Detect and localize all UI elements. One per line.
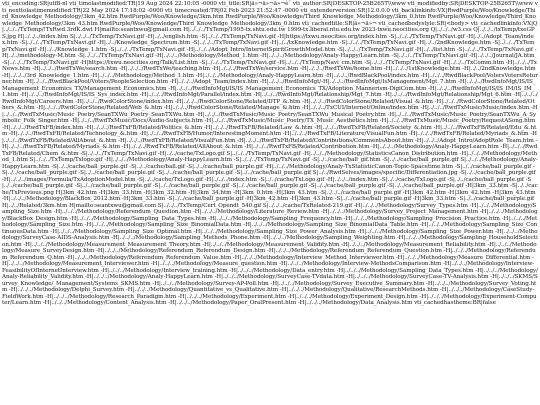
document-text: vti_encoding:SR|utf8-nl vti_timelastmodified:TR|19 Aug 2024 22:10:05 -0000 vti_title:SR|ä»¬ä»¬ä»¬èˆ vti_author:SR|DESKTOP-25B265T\\www vti_modifiedby:SR|DESKTOP-25B265T\\www vti_nexttolastimemodified:TR|22 May 2024 17:18:02 -0000 vti_timecreated:TR|02 Feb 2023 21:52:47 -0000 vti_extenderversion:SR|12.0.0.0 vti_backlinkinfo:VX|RwdPurple/Woo/Knowledge/Third_Knowledge_Methodology/3km_42.htm RwdPurple/Woo/Knowledge/3km.htm RwdPurple/Woo/Knowledge/Third_Knowledge_Methodology/3km_0.htm RwdPurple/Woo/Knowledge/Third_Knowledge_Methodology/3km_43.htm RwdPurple/Woo/Knowledge/Third_Knowledge_Methodology/3km_0.htm vti_cachedtitle:SR|ä»¬ä»¬ vti_cachedbodystyle:SR|<body> vti_cachedlinkinfo:VX|Q|../../../TxTemp/!TxRwd.3rdK.dwt H|mailto:seantxwu@gmail.com H|../../../TxTemp/1995-tx.shtu.edu.tw 1999-tx.liberal.ntu.edu.tw 2023-txwu.neocities.org Q|../../../w3.css Q|../../../txTemp/txeGPS.jpg H|../../../index.htm S|../../../TxTemp/TxNavi.gif -H|../../english.htm -S|../../../TxTemp/TxNavi.gif -H|https://txwu.neocities.org/index.htm -S|../../../TxTemp/TxNavi.gif -H|../../Adopt_Team/index.htm -S|../../../TxTemp/TxNavi.gif -H|../../Knowledge_Spectrum.htm -S|../../../TxTemp/TxNavi.gif -H|../../txKnowledge.htm -S|../../../TxTemp/TxNavi.gif -H|../../2ndKnowledge.htm -S|../../../TxTemp/TxNavi.gif -H|../../Knowledge_1.htm -S|../../../TxTemp/TxNavi.gif -H|../../../Adopt_Intro/InternetSpiritGrowthModel.htm -S|../../../TxTemp/TxNavi.gif -H|../../list.htm -S|../../../TxTemp/TxNavi.gif -H|../../methodology-M.htm -S|../../../TxTemp/TxNavi.gif -H|../../../Methodology/Method_1.htm -H|../../../Methodology/Analy-Happy/Learn.htm -S|../../../TxTemp/TxNavi.gif -H|../../../Journal/JA.htm -S|../../../TxTemp/TxNavi.gif -H|https://txwu.neocities.org/Talk/List.htm -S|../../../TxTemp/TxNavi.gif -H|../../../TxTemp/Navi_cm.htm -S|../../../TxTemp/TxNavi.gif -H|../../../TxComm.htm -H|../../../TxNews.htm -H|../../../RwdTxWe/search.htm -H|../../../RwdTxWe/teaching.htm -H|../../../RwdTxWe/service.htm -H|../../../RwdTxWe/home.htm -H|../../../1stKnowledge.htm -H|../../2ndKnowledge.htm -H|../../../3rd_Knowledge_1.htm -H|../../../Methodology/Method_1.htm -H|../../../Methodology/Analy-HappyLearn.htm -H|../../../RwdBlackPool/index.htm -H|../../../RwdBlackPool/VotersVotersReturner.htm -H|../../../RwdBlackPool/Voters/PeopleSelection.htm -H|../../../Adopt_Team/index.htm -H|../../../RwdInfoMgt/-H|../../../RwdInfoMgt/IsManagement/Mgt_7.htm -H|../../../RwdInfoMgt/IS/IS_Management_Economics_TX/Management_Economics.htm -H|../../../RwdInfoMgt/IS/IS_Management_Economics_TX/Adoption_Mannerism-DigiCom.htm -H|../../../RwdInfoMgt/IS/IS_IM/IS_IM_1.htm -H|../../../RwdInfoMgt/IS/IS_Sys_index.htm -H|../../../RwdInfoMgt/Parallel/index.htm -H|../../../RwdInfoMgt/Relationship/Mgt_7.htm -H|../../../RwdInfoMgt/Relationship/Mgt_6.htm -H|../../../RwdInfoMgt/Careers.htm -H|../../../RwdColorStone/index.htm -H|../../../RwdColorStone/Related/DTP_&.htm -H|../../../RwdColorStone/Related/Visual_&.htm -H|../../../RwdColorStone/Related/Others_&.htm -H|../../../RwdColorStone/Related/Web_&.htm -H|../../../RwdColorStone/Related/Manage_&.htm -H|../../../TxCUI/Internet/Online/index.htm -H|../../../RwdTxMusic/Music/index.htm -H|../../../RwdTxMusic/Music_Poetry/SeanTXWu_Poetry_SeanTXWu.htm -H|../../../RwdTxMusic/Music_Poetry/SeanTXWu_Musical_Poetry.htm -H|../../../RwdTxMusic/Music_Poetry/SeanTXWu_A_Symbolic_Folk_Singer.htm -H|../../../RwdTxMusic/Docs/Audio-Subjects.htm -H|../../../RwdTxMusic/Music_Poetry/TX_Music_Aesthetics.htm -H|../../../RwdTxMusic/Music_Poetry/RequestASong.htm -H|../../../RwdTxFB/index.htm -H|../../../RwdTxFB/Related/Politics_&.htm -H|../../../RwdTxFB/Related/Law_&.htm -H|../../../RwdTxFB/Related/Society_&.htm -H|../../../RwdTxFB/Related/Edu_&.htm -H|../../../RwdTxFB/Related/Technology_&.htm -H|../../../RwdTxFB/Humor/InterestingMoment.htm -H|../../../RwdTxFB/Literature/VisualFun.htm -H|../../../RwdTxFB/Related/Myriads_&.htm -H|../../../RwdTxFB/Related/AllAbout_&.htm -H|../../../RwdTxFB/Related/VisualFun.htm -H|../../../RwdTxFB/Related/Contributions/CommentsAbout.htm -H|../../../Adopt_Intro/AdoptRole_Team.htm -H|../../../RwdTxFB/Related/Myriads_&.htm -H|../../../RwdTxFB/Related/AllAbout_&.htm -H|../../../RwdTxFB/Related/Contribution.htm -H|../../../Methodology/Analy-HappyLearn.htm -H|../../../RwdTxFB/Related/Chem_&.htm -S|../../../TxTemp/TxNavi.gif -H|../../cache/TxLogo.gif S|../../../TxTemp/TxNavi.gif -H|../../../Methodology/StatisticsCanon_Distribution.htm -H|../../../Methodology/Method_1.htm S|../../../TxTemp/Txlogo.gif -H|../../../Methodology/Analy-HappyLearn.htm -S|../../../TxTemp/TxNavi.gif -S|../../cache/ball_gif.htm -S|../../cache/ball_purple.gif S|../../../Methodology/Analy-HappyLearn.htm -S|../../cache/ball_purple.gif -S|../../cache/ball.gif -S|../../cache/ball_purple.gif -H|../../../Methodology/Analy-TxStatisticCanon-Topic-Spacetime.htm -S|../../cache/ball_purple.gif -S|../../cache/ball_purple.gif -S|../../cache/ball_purple.gif -S|../../cache/ball_purple.gif -S|../../cache/ball_purple.gif S|../../RwdSelves/images/specific/Differentiation.jpg -S|../../cache/ball_purple.gif -H|../../../images/Formula/TxAdoptionModel.htm -S|../../cache/TxLogo.gif -H|../../../index.htm -S|../../cache/TxLogo.gif -H|../../../index.htm -S|../../cache/TxLogo.gif -S|../../cache/ball_purple.gif -S|../../cache/ball_purple.gif -S|../../cache/ball_purple.gif -S|../../cache/ball_purple.gif -S|../../cache/ball_purple.gif -S|../../cache/ball_purple.gif -S|../../cache/ball_purple.gif -H|3km_33.htm -S|../../cache/TxPrevious.png H|3km_42.htm -H|3km_33.htm -H|3km_32.htm -H|3km_34.htm -H|3km_0.htm -H|3km_43.htm -S|../../../cache/ball_purple.gif -H|3km_42.htm -H|3km_42.htm -H|3km_43.htm -H|../../../Methodology/BlackBox_2012.htm -H|3km_33.htm -S|../../cache/ball_purple.gif -H|3km_42.htm -H|3km_43.htm -S|../../cache/ball_purple.gif -H|3km_33.htm -S|../../cache/ball_purple.gif H|../../Related/3km.htm H|mailto:seantxwu@gmail.com S|../../../TxTemp/Cert_Opendt_540.gif S|../../../cache/TxRelated-219.gif -H|../../../Methodology/Survey_Types.htm -H|../../../Methodology/Sampling_Size.htm -H|../../../Methodology/Referendum_Question.htm -H|../../../Methodology/Literature_Review.htm -H|../../../Methodology/Survey_Project_Management.htm -H|../../../Methodology/BlackBox_Design.htm -H|../../../Methodology/Sampling_Data_Types.htm -H|../../../Methodology/Sampling_Frequency.htm -H|../../../Methodology/Sampling_Precision_Practice.htm -H|../../../Methodology/Sampling_Size.htm -H|../../../Methodology/Sampling_Size_BinomialData.htm -H|../../../Methodology/Sampling_Size_BinomialData_Table.htm -H|../../../Methodology/Sampling_Size_ContinuousData.htm -H|../../../Methodology/Sampling_Size_Optimal.htm -H|../../../Methodology/Sampling_Size_Power_Analysis.htm -H|../../../Methodology/Sampling_Size_Power.htm -H|../../../Methodology/SurveyCase-AIDS-Analysis.htm -H|../../../Methodology/Sampling_Methods_Phone.htm -H|../../../Methodology/Sampling_Weighting.htm -H|../../../Methodology/Sampling_HouseholdSelection.htm -H|../../../Methodology/Measurement_Measurement_Theory.htm -H|../../../Methodology/Measurement_Validity.htm -H|../../../Methodology/Measurement_Reliability.htm -H|../../../Methodology/Measure_SurveyDesign.htm -H|../../../Methodology/Referendum_Referendum_Design.htm -H|../../../Methodology/Referendum_Referendum_Question.htm -H|../../../Methodology/Referendum_Referendum_Q.htm -H|../../../Methodology/Referendum_Referendum_Value.htm -H|../../../Methodology/Interview_Method_Interviewer.htm -H|../../../Methodology/Measure_Differential.htm -H|../../../Methodology/Measurement_Interviewer.htm -H|../../../Methodology/Measure_question.htm -H|../../../Methodology/Interview-MethodsComparison.htm -H|../../../Methodology/Interview-FeasibilityOfInternetInterview.htm -H|../../../Methodology/Interview_training.htm -H|../../../Methodology/Data_entry.htm -H|../../../Methodology/Sampling_Data_Types.htm -H|../../../Methodology/Analy-Reliability_Validity.htm -H|../../../Methodology/Analy-HappyLearn.htm -H|../../../Methodology/SurveyCase-TVdata.htm -H|../../../Methodology/SurveyCase-TV-Analysis.htm -H|../../../SKMS/Survey_Knowledge/_Management/Systems_SKMS.htm -H|../../../Methodology/Survey-AP-Poll.htm -H|../../../Methodology/Survey_Executive_Summary.htm -H|../../../Methodology/Survey_Voting.htm -H|../../../Methodology/Delphi_Survey.htm -H|../../../Methodology/Quantitative_vs_Qualitative.htm -H|../../../Methodology/Qualitative/ResearchMethods.htm -H|../../../Methodology/CaseStudy-FieldWork.htm -H|../../../Methodology/Research_Paradigm.htm -H|../../../Methodology/Experiment.htm -H|../../../Methodology/Experiment_Design.htm -H|../../../Methodology/Experiment-Computer/Learn.htm -H|../../../Methodology/Content_Analysis.htm -H|../../../Methodology/Paper_OralPresent.htm -H|../../../Methodology/Data_Analysis.htm vti_cachedhastheme:BR|false	[2, 1, 538, 306]
